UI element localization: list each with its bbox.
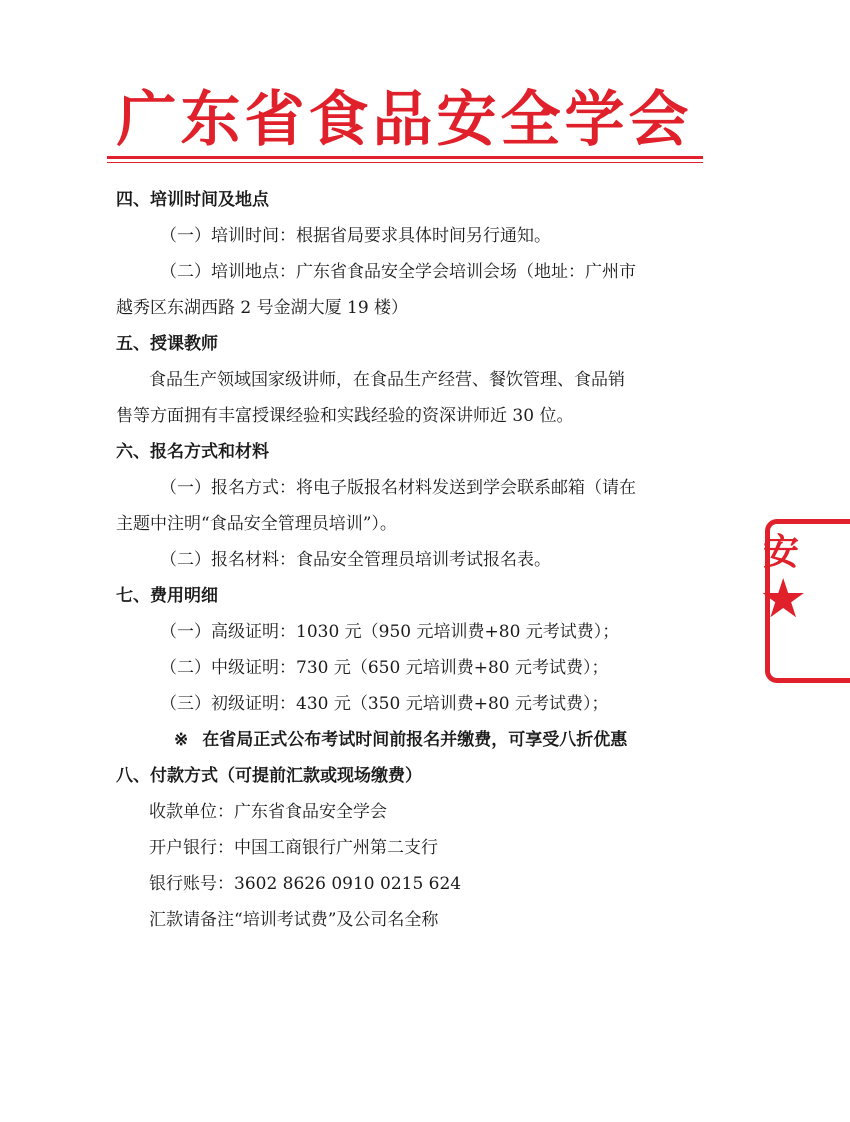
section-heading-payment: 八、付款方式（可提前汇款或现场缴费） [116,766,422,786]
section-heading-training-time-place: 四、培训时间及地点 [116,190,269,210]
bank-account: 银行账号：3602 8626 0910 0215 624 [149,874,462,894]
discount-note-text: 在省局正式公布考试时间前报名并缴费，可享受八折优惠 [202,730,628,750]
fee-senior: （一）高级证明：1030 元（950 元培训费+80 元考试费）； [160,622,620,642]
registration-materials: （二）报名材料：食品安全管理员培训考试报名表。 [160,550,551,570]
section-heading-registration: 六、报名方式和材料 [116,442,269,462]
discount-note [116,722,676,758]
fee-intermediate: （二）中级证明：730 元（650 元培训费+80 元考试费）； [160,658,609,678]
letterhead-title: 广东省食品安全学会 [116,85,693,155]
section-heading-fees: 七、费用明细 [116,586,218,606]
instructors-line-1: 食品生产领域国家级讲师，在食品生产经营、餐饮管理、食品销 [149,370,625,390]
letterhead-rule-thick [107,156,703,159]
bank: 开户银行：中国工商银行广州第二支行 [149,838,438,858]
document-body [116,182,676,938]
training-place-line-2: 越秀区东湖西路 2 号金湖大厦 19 楼） [116,298,409,318]
letterhead-rule-thin [107,162,703,163]
section-heading-instructors: 五、授课教师 [116,334,218,354]
seal-star-icon: ★ [759,567,808,630]
payee: 收款单位：广东省食品安全学会 [149,802,387,822]
registration-method-line-1: （一）报名方式：将电子版报名材料发送到学会联系邮箱（请在 [160,478,636,498]
seal-char: 安 [763,531,800,573]
fee-junior: （三）初级证明：430 元（350 元培训费+80 元考试费）； [160,694,609,714]
note-mark-icon: ※ [174,730,189,750]
instructors-line-2: 售等方面拥有丰富授课经验和实践经验的资深讲师近 30 位。 [116,406,574,426]
remittance-remark: 汇款请备注“培训考试费”及公司名全称 [149,910,439,930]
training-time: （一）培训时间：根据省局要求具体时间另行通知。 [160,226,551,246]
registration-method-line-2: 主题中注明“食品安全管理员培训”）。 [116,514,397,534]
official-seal-partial [755,514,808,678]
training-place-line-1: （二）培训地点：广东省食品安全学会培训会场（地址：广州市 [160,262,636,282]
